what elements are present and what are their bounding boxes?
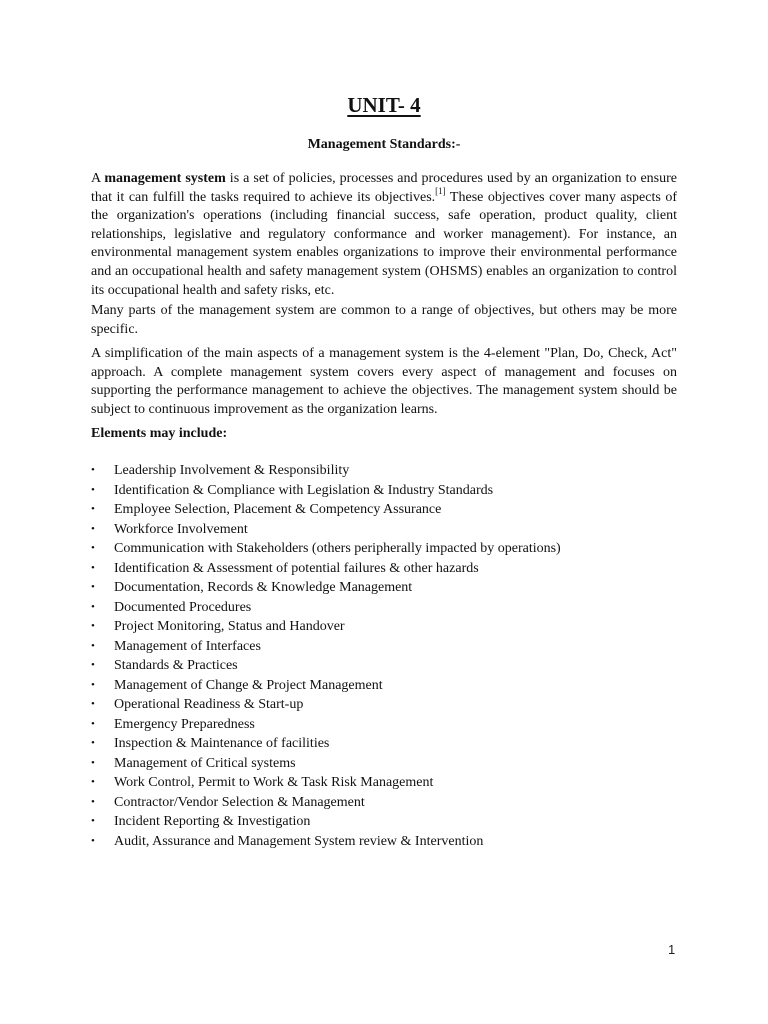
section-subtitle: Management Standards:-	[307, 137, 461, 152]
bullet-icon: •	[91, 483, 95, 496]
bullet-icon: •	[91, 503, 95, 515]
list-item	[91, 637, 561, 657]
list-item-label: Documented Procedures	[114, 599, 252, 615]
list-item	[91, 793, 561, 813]
list-item-label: Incident Reporting & Investigation	[114, 814, 311, 829]
list-item	[91, 734, 561, 754]
bullet-icon: •	[91, 659, 95, 671]
list-item	[91, 773, 561, 793]
citation-reference[interactable]: [1]	[435, 185, 446, 196]
bullet-icon: •	[91, 756, 95, 769]
bullet-icon: •	[91, 795, 95, 808]
list-item-label: Identification & Assessment of potential failures & other hazards	[114, 560, 479, 576]
bullet-icon: •	[91, 717, 95, 730]
bullet-icon: •	[91, 834, 95, 847]
bullet-icon: •	[91, 639, 95, 652]
list-item-label: Operational Readiness & Start-up	[114, 697, 304, 712]
bullet-icon: •	[91, 600, 95, 613]
list-item	[91, 481, 561, 501]
list-item-label: Management of Interfaces	[114, 638, 261, 654]
intro-paragraph	[91, 170, 677, 300]
bullet-icon: •	[91, 698, 95, 710]
bullet-icon: •	[91, 737, 95, 749]
bullet-icon: •	[91, 620, 95, 632]
bullet-icon: •	[91, 815, 95, 827]
intro-text-end: These objectives cover many aspects of the organization's operations (including financial success, safe operation, product quality, client relationships, legislative and regulatory conformance and worker management). For instance, an environmental management system enables organizations to improve their environmental performance and an occupational health and safety management system (OHSMS) enables an organization to control its occupational health and safety risks, etc.	[91, 189, 677, 298]
intro-text-start: A	[91, 171, 105, 186]
elements-heading: Elements may include:	[91, 426, 228, 441]
list-item-label: Leadership Involvement & Responsibility	[114, 463, 350, 478]
list-item-label: Communication with Stakeholders (others peripherally impacted by operations)	[114, 541, 561, 556]
list-item-label: Audit, Assurance and Management System review & Intervention	[114, 833, 484, 849]
list-item-label: Standards & Practices	[114, 658, 238, 673]
bullet-icon: •	[91, 678, 95, 691]
list-item-label: Documentation, Records & Knowledge Management	[114, 580, 413, 595]
page-number: 1	[668, 942, 676, 957]
bullet-icon: •	[91, 522, 95, 535]
list-item-label: Management of Change & Project Management	[114, 677, 383, 693]
list-item	[91, 559, 561, 579]
list-item	[91, 539, 561, 559]
list-item	[91, 812, 561, 832]
page-title: UNIT- 4	[347, 93, 421, 117]
list-item-label: Contractor/Vendor Selection & Management	[114, 794, 365, 810]
list-item	[91, 695, 561, 715]
list-item	[91, 617, 561, 637]
pdca-paragraph: A simplification of the main aspects of a management system is the 4-element "Plan, Do, Check, Act" approach. A complete management system covers every aspect of management and focuses on supporting the performance management to achieve the objectives. The management system should be subject to continuous improvement as the organization learns.	[91, 346, 677, 417]
bullet-icon: •	[91, 561, 95, 574]
list-item-label: Management of Critical systems	[114, 755, 296, 771]
management-system-term: management system	[104, 171, 226, 186]
list-item-label: Workforce Involvement	[114, 521, 248, 537]
list-item-label: Work Control, Permit to Work & Task Risk Management	[114, 775, 434, 790]
list-item	[91, 598, 561, 618]
list-item	[91, 656, 561, 676]
bullet-icon: •	[91, 581, 95, 593]
list-item	[91, 676, 561, 696]
elements-list	[91, 461, 561, 851]
list-item	[91, 500, 561, 520]
list-item-label: Inspection & Maintenance of facilities	[114, 736, 330, 751]
bullet-icon: •	[91, 542, 95, 554]
common-objectives-paragraph: Many parts of the management system are common to a range of objectives, but others may be more specific.	[91, 303, 677, 337]
bullet-icon: •	[91, 464, 95, 476]
list-item-label: Identification & Compliance with Legislation & Industry Standards	[114, 482, 494, 498]
list-item-label: Project Monitoring, Status and Handover	[114, 619, 345, 634]
list-item	[91, 754, 561, 774]
list-item	[91, 520, 561, 540]
list-item	[91, 578, 561, 598]
list-item-label: Employee Selection, Placement & Competency Assurance	[114, 502, 442, 517]
bullet-icon: •	[91, 776, 95, 788]
list-item	[91, 461, 561, 481]
list-item-label: Emergency Preparedness	[114, 716, 255, 732]
list-item	[91, 832, 561, 852]
list-item	[91, 715, 561, 735]
intro-text-middle: is a set of policies, processes and procedures used by an organization to ensure that it can fulfill the tasks required to achieve its objectives.	[91, 171, 678, 205]
